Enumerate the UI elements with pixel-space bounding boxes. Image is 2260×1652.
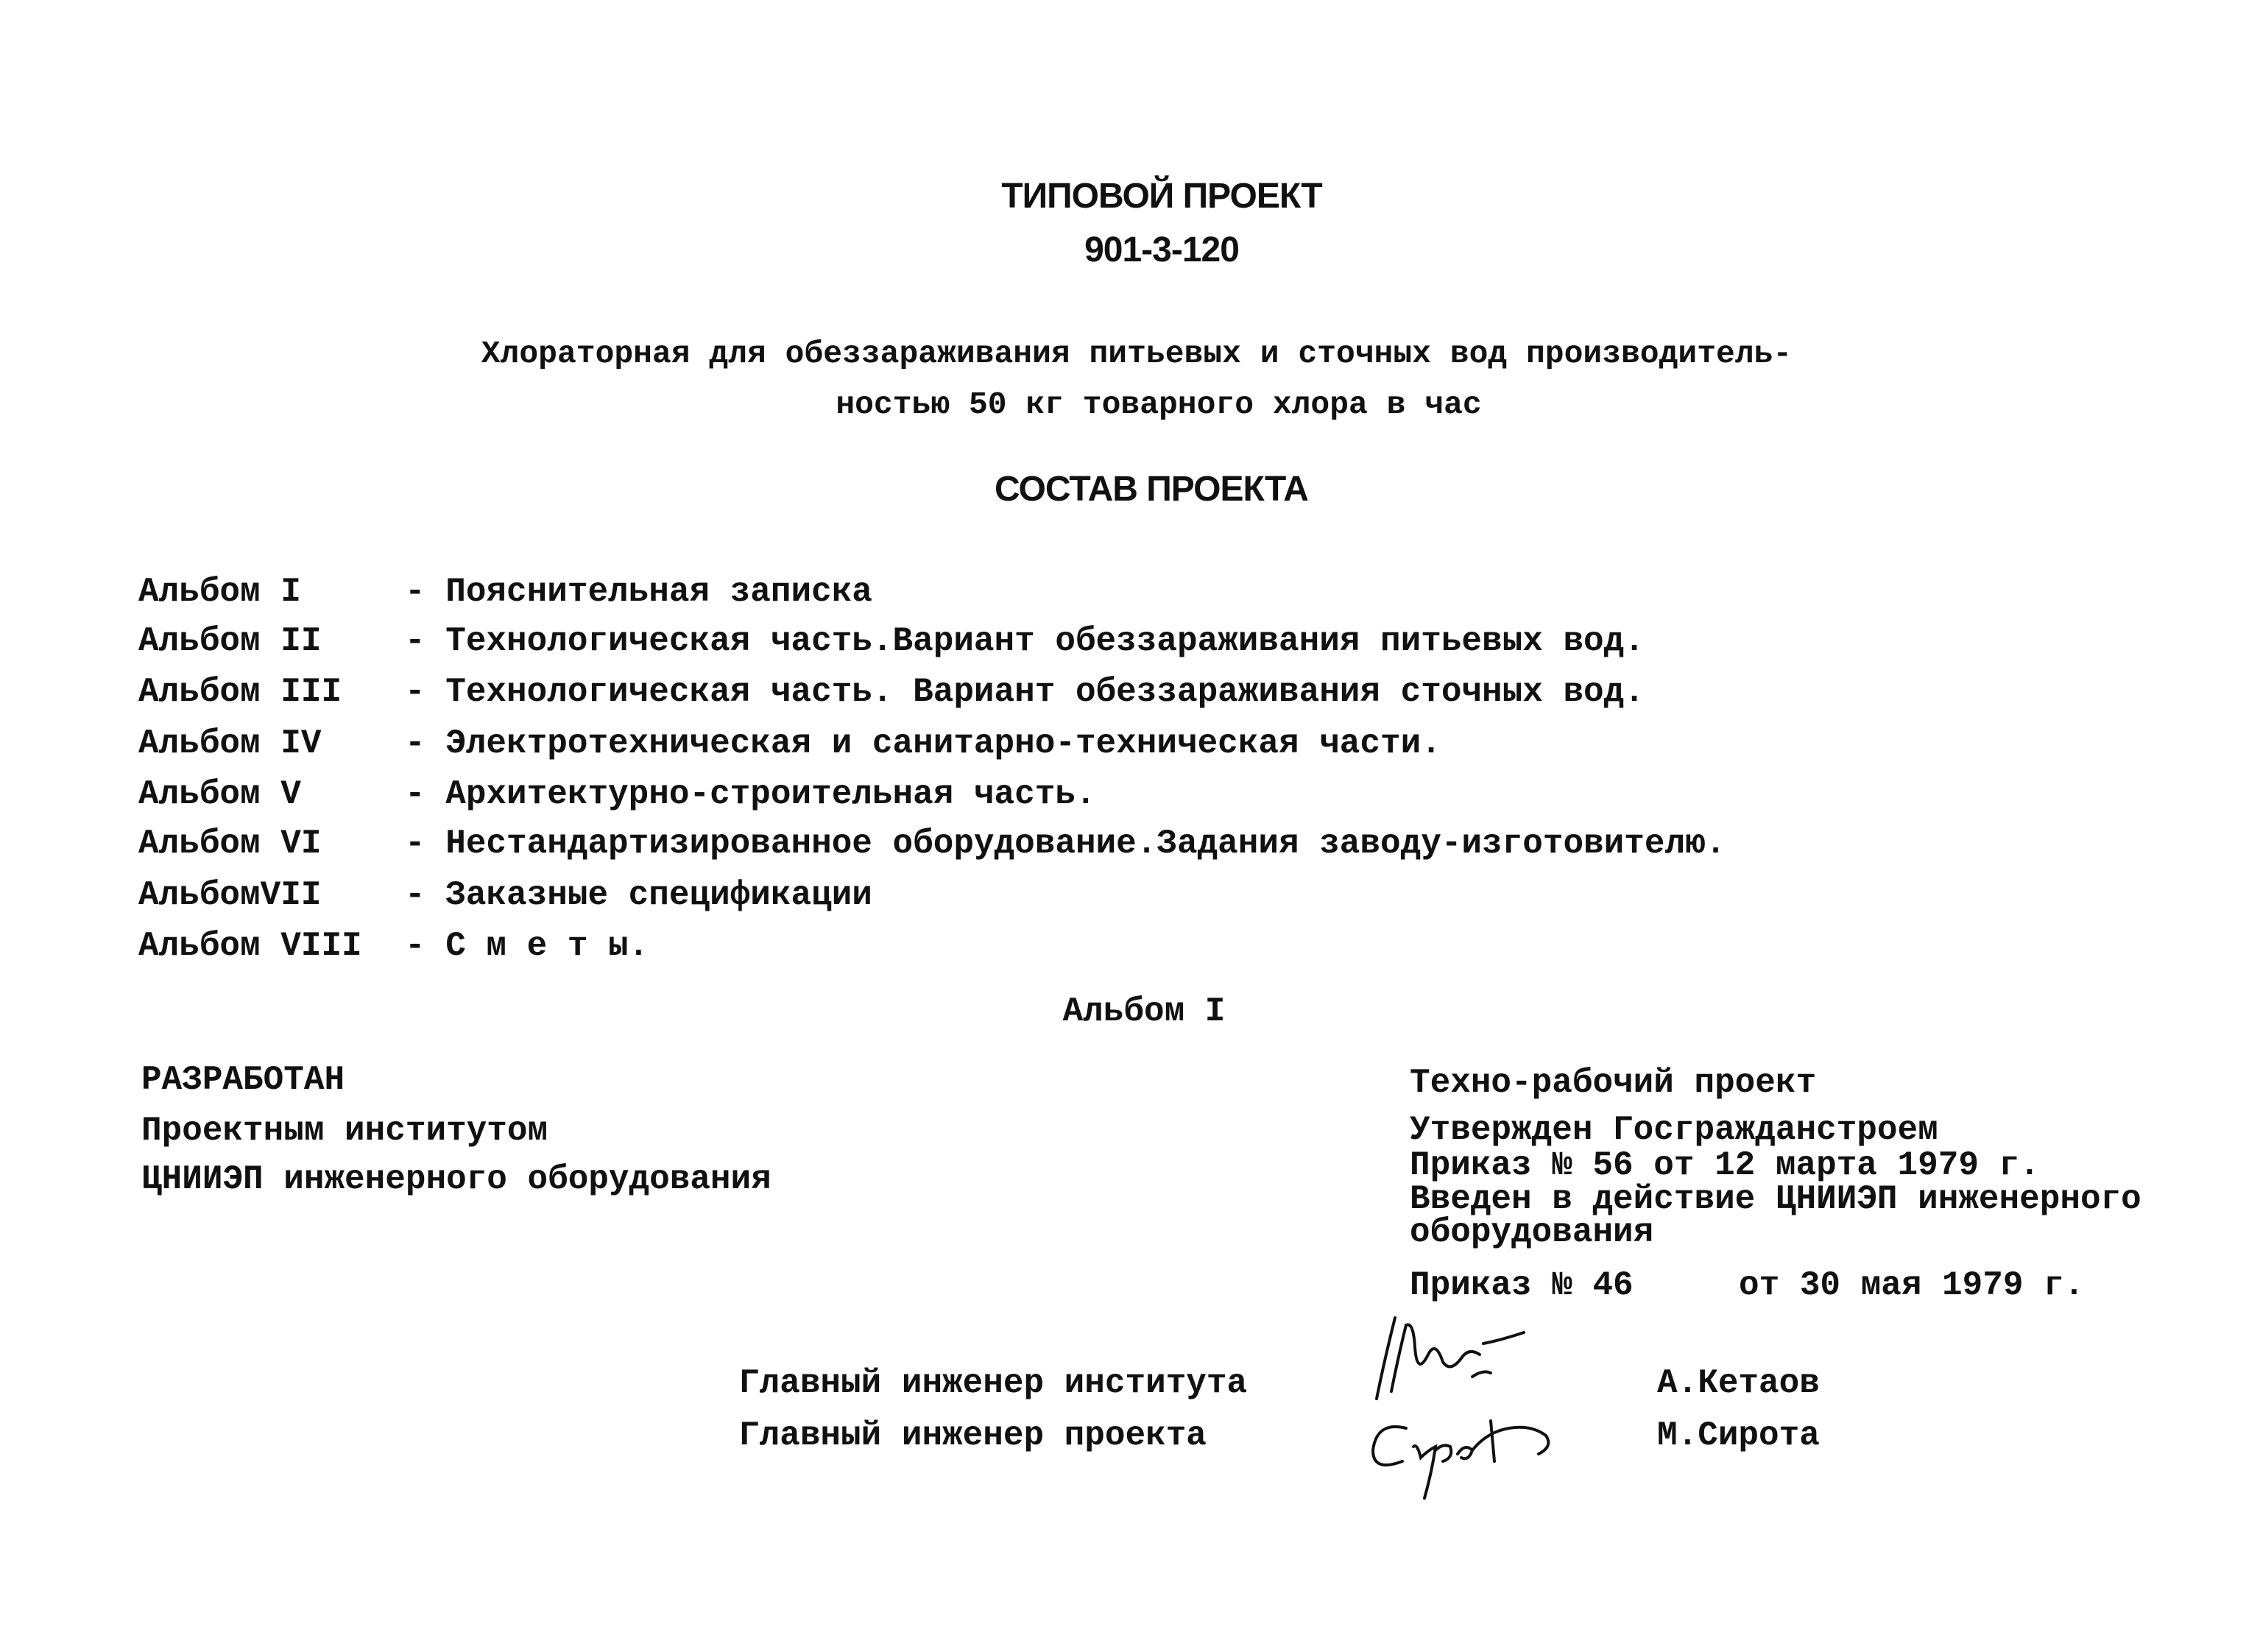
signatory-name: М.Сирота	[1657, 1416, 1820, 1455]
current-album: Альбом I	[1062, 992, 1226, 1031]
project-title-line1: Хлораторная для обеззараживания питьевых и сточных вод производитель-	[481, 336, 1793, 372]
developed-heading: РАЗРАБОТАН	[141, 1061, 345, 1099]
album-label: Альбом I	[138, 573, 301, 611]
album-description: - Технологическая часть.Вариант обеззараживания питьевых вод.	[405, 622, 1645, 660]
album-description: - С м е т ы.	[405, 927, 649, 965]
composition-heading: СОСТАВ ПРОЕКТА	[995, 470, 1308, 509]
order-date: от 30 мая 1979 г.	[1739, 1266, 2085, 1305]
album-label: Альбом II	[138, 622, 322, 660]
approval-line: Введен в действие ЦНИИЭП инженерного	[1410, 1180, 2141, 1218]
document-type: ТИПОВОЙ ПРОЕКТ	[1001, 177, 1322, 216]
album-label: Альбом VI	[138, 825, 322, 863]
album-description: - Технологическая часть. Вариант обеззараживания сточных вод.	[405, 673, 1645, 711]
album-label: Альбом IV	[138, 724, 322, 763]
album-description: - Пояснительная записка	[405, 573, 872, 611]
approval-line: Утвержден Госгражданстроем	[1410, 1111, 1938, 1149]
project-title-line2: ностью 50 кг товарного хлора в час	[836, 386, 1482, 423]
signatory-name: А.Кетаов	[1657, 1364, 1820, 1402]
signatory-role: Главный инженер института	[739, 1364, 1248, 1402]
order-number: Приказ № 46	[1410, 1266, 1634, 1305]
approval-line: Техно-рабочий проект	[1410, 1064, 1817, 1102]
album-description: - Электротехническая и санитарно-техническая части.	[405, 724, 1441, 763]
approval-line: Приказ № 56 от 12 марта 1979 г.	[1410, 1146, 2040, 1185]
album-description: - Нестандартизированное оборудование.Задания заводу-изготовителю.	[405, 825, 1726, 863]
developed-line: Проектным институтом	[141, 1112, 548, 1150]
album-label: Альбом V	[138, 775, 301, 813]
signature-image	[1362, 1303, 1627, 1502]
project-number: 901-3-120	[1084, 230, 1239, 269]
album-description: - Заказные спецификации	[405, 876, 872, 914]
approval-line: оборудования	[1410, 1213, 1654, 1252]
album-description: - Архитектурно-строительная часть.	[405, 775, 1096, 813]
developed-line: ЦНИИЭП инженерного оборудования	[141, 1160, 771, 1199]
album-label: АльбомVII	[138, 876, 322, 914]
album-label: Альбом III	[138, 673, 342, 711]
signatory-role: Главный инженер проекта	[739, 1416, 1207, 1455]
album-label: Альбом VIII	[138, 927, 362, 965]
